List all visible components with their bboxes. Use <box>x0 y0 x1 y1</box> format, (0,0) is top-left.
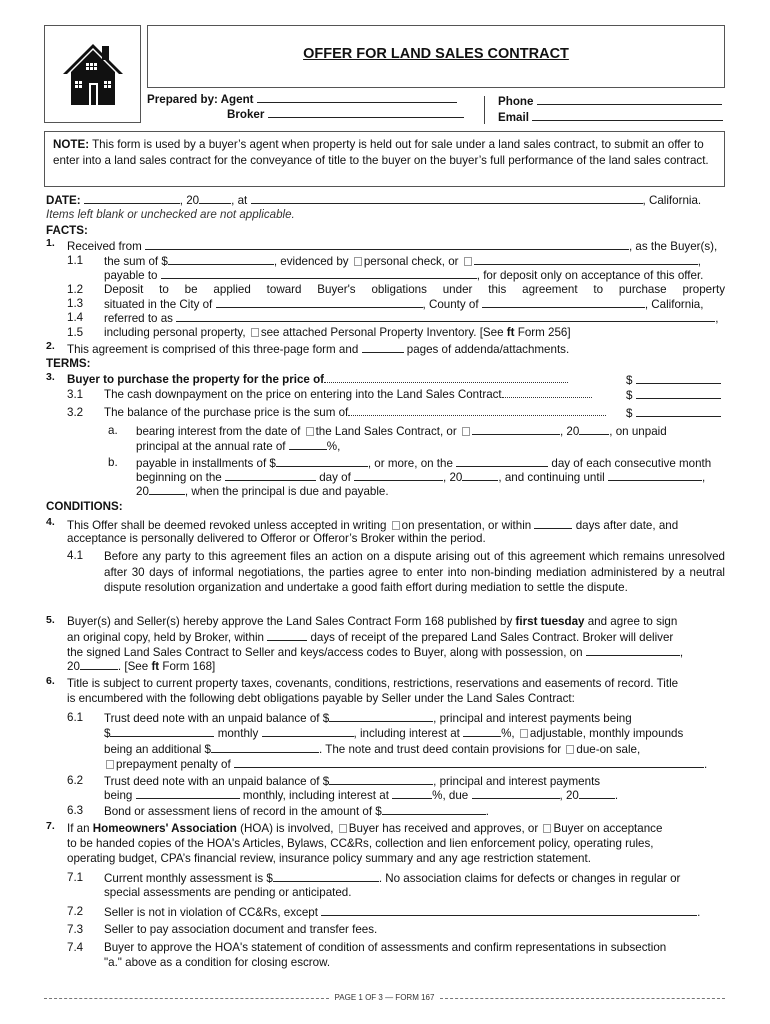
date-row <box>46 193 726 207</box>
s5-e: the signed Land Sales Contract to Seller and keys/access codes to Buyer, along with possession, on <box>67 646 583 659</box>
possession-year-field[interactable] <box>80 659 118 670</box>
s5-b: and agree to sign <box>587 615 678 628</box>
email-row <box>498 110 723 124</box>
prepared-by-row <box>147 92 457 106</box>
s13-a: situated in the City of <box>104 298 213 311</box>
s3-text: Buyer to purchase the property for the price of <box>67 373 325 386</box>
s5-i: Form 168] <box>162 660 216 673</box>
location-field[interactable] <box>251 193 643 204</box>
s61-c: $ <box>104 727 111 740</box>
s7-row <box>67 822 662 835</box>
s62-row <box>104 774 600 788</box>
a-6: %, <box>326 440 341 453</box>
terms-heading: TERMS: <box>46 357 91 370</box>
s74-a: Buyer to approve the HOA's statement of condition of assessments and confirm representations in subsection <box>104 941 667 954</box>
s4-b: on presentation, or within <box>401 519 532 532</box>
s74-b: "a." above as a condition for closing escrow. <box>104 956 331 969</box>
s31-num: 3.1 <box>67 388 84 401</box>
date-state: , California. <box>642 194 702 207</box>
s61-row-3 <box>104 742 640 756</box>
s13-b: , County of <box>422 298 479 311</box>
s7-a: If an <box>67 822 90 835</box>
s61-i: . The note and trust deed contain provisions for <box>319 743 562 756</box>
interest-rate-field[interactable] <box>289 439 327 450</box>
phone-label: Phone <box>498 95 534 108</box>
b-row <box>136 456 711 470</box>
s5-row-3 <box>67 645 683 659</box>
house-icon <box>45 26 142 124</box>
s61-row-4 <box>104 757 707 771</box>
broker-label: Broker <box>227 108 265 121</box>
s7-b: (HOA) is involved, <box>240 822 334 835</box>
s72-row <box>104 905 700 919</box>
s13-row <box>104 297 703 311</box>
s5-a: Buyer(s) and Seller(s) hereby approve the Land Sales Contract Form 168 published by <box>67 615 513 628</box>
personal-property-checkbox[interactable] <box>251 328 259 337</box>
prepayment-penalty-checkbox[interactable] <box>106 760 114 769</box>
s72-num: 7.2 <box>67 905 84 918</box>
payable-to-field[interactable] <box>161 268 477 279</box>
hoa-received-checkbox[interactable] <box>339 824 347 833</box>
b-8: , <box>701 471 706 484</box>
s71-a: Current monthly assessment is $ <box>104 872 273 885</box>
s13-c: , California, <box>644 298 704 311</box>
s63-a: Bond or assessment liens of record in the amount of $ <box>104 805 382 818</box>
s61-e: , including interest at <box>353 727 460 740</box>
s7-e: to be handed copies of the HOA's Articles, Bylaws, CC&Rs, collection and lien enforcement policy, operating rules, <box>67 837 654 850</box>
s31-leader <box>502 389 592 398</box>
s32-row <box>104 406 606 419</box>
s5-row-2 <box>67 630 673 644</box>
note-label: NOTE: <box>53 138 90 151</box>
date-year-prefix: , 20 <box>179 194 200 207</box>
possession-date-field[interactable] <box>586 645 680 656</box>
s62-row-2 <box>104 788 618 802</box>
s61-h: being an additional $ <box>104 743 212 756</box>
house-logo <box>44 25 141 123</box>
on-presentation-checkbox[interactable] <box>392 521 400 530</box>
date-year-field[interactable] <box>199 193 231 204</box>
s1-text: Received from <box>67 240 142 253</box>
s2-num: 2. <box>46 340 55 352</box>
trust-deed-2-payment-field[interactable] <box>136 788 240 799</box>
date-field[interactable] <box>84 193 180 204</box>
s31-row <box>104 388 592 401</box>
s4-row <box>67 518 678 532</box>
conditions-heading: CONDITIONS: <box>46 500 123 513</box>
price-field[interactable] <box>636 373 721 384</box>
s72-a: Seller is not in violation of CC&Rs, except <box>104 906 318 919</box>
s12-text: Deposit to be applied toward Buyer's obligations under this agreement to purchase property <box>104 283 725 296</box>
s3-amount: $ <box>626 373 721 387</box>
s14-num: 1.4 <box>67 311 84 324</box>
s1-end: , as the Buyer(s), <box>628 240 718 253</box>
title-box <box>147 25 725 88</box>
email-label: Email <box>498 111 529 124</box>
phone-field[interactable] <box>537 94 722 105</box>
s11-d: payable to <box>104 269 158 282</box>
s7-c: Buyer has received and approves, or <box>348 822 539 835</box>
adjustable-checkbox[interactable] <box>520 729 528 738</box>
due-year-field[interactable] <box>149 484 185 495</box>
continuing-until-field[interactable] <box>608 470 702 481</box>
contract-date-checkbox[interactable] <box>306 427 314 436</box>
trust-deed-1-interest-field[interactable] <box>463 726 501 737</box>
s41-text: Before any party to this agreement files an action on a dispute arising out of this agreement which remains unresolved after 30 days of informal negotiations, the parties agree to enter into non-binding mediation administered by a neutral dispute resolution organization and undertake a good faith effort during mediation to settle the dispute. <box>104 550 725 595</box>
deposit-amount-field[interactable] <box>168 254 274 265</box>
hoa-on-acceptance-checkbox[interactable] <box>543 824 551 833</box>
form-title: OFFER FOR LAND SALES CONTRACT <box>303 46 569 62</box>
broker-field[interactable] <box>268 107 464 118</box>
s32-leader <box>348 407 606 416</box>
interest-year-field[interactable] <box>579 424 609 435</box>
s11-payable-row <box>104 268 703 282</box>
s4-c: days after date, and <box>575 519 679 532</box>
s61-row-2 <box>104 726 683 740</box>
s71-num: 7.1 <box>67 871 84 884</box>
s3-leader <box>324 374 568 383</box>
interest-date-field[interactable] <box>472 424 560 435</box>
s11-a: the sum of $ <box>104 255 168 268</box>
trust-deed-2-due-date-field[interactable] <box>472 788 560 799</box>
beginning-month-field[interactable] <box>354 470 443 481</box>
sign-days-field[interactable] <box>267 630 307 641</box>
b-3: day of each consecutive month <box>551 457 712 470</box>
referred-to-field[interactable] <box>176 311 715 322</box>
s5-num: 5. <box>46 614 55 626</box>
s73-num: 7.3 <box>67 923 84 936</box>
s31-text: The cash downpayment on the price on entering into the Land Sales Contract <box>104 388 502 401</box>
s14-row: referred to as , <box>104 312 719 325</box>
s15-c: Form 256] <box>517 326 571 339</box>
s11-row: the sum of $ , evidenced by personal check, or , <box>104 255 702 268</box>
ccr-exceptions-field[interactable] <box>321 905 697 916</box>
s62-num: 6.2 <box>67 774 84 787</box>
other-deposit-field[interactable] <box>474 254 698 265</box>
monthly-assessment-field[interactable] <box>273 871 379 882</box>
s2-a: This agreement is comprised of this three-page form and <box>67 343 359 356</box>
s3-num: 3. <box>46 371 55 383</box>
note-text: This form is used by a buyer’s agent when property is held out for sale under a land sales contract, to submit an offer to enter into a land sales contract for the conveyance of title to the buyer on the buyer’s full performance of the land sales contract. <box>53 138 709 167</box>
a-row <box>136 424 667 438</box>
s15-ft: ft <box>506 326 515 339</box>
b-row-3 <box>136 484 389 498</box>
s4-d: acceptance is personally delivered to Offeror or Offeror’s Broker within the period. <box>67 532 486 545</box>
trust-deed-1-monthly-field[interactable] <box>262 726 354 737</box>
installment-amount-field[interactable] <box>276 456 368 467</box>
s62-f: , 20 <box>559 789 579 802</box>
b-6: , 20 <box>443 471 463 484</box>
a-1: bearing interest from the date of <box>136 425 301 438</box>
b-9: 20 <box>136 485 149 498</box>
s11-b: , evidenced by <box>273 255 349 268</box>
s2-b: pages of addenda/attachments. <box>406 343 570 356</box>
s63-num: 6.3 <box>67 804 84 817</box>
other-deposit-checkbox[interactable] <box>464 257 472 266</box>
email-field[interactable] <box>532 110 723 121</box>
s71-c: special assessments are pending or anticipated. <box>104 886 352 899</box>
s11-e: , for deposit only on acceptance of this offer. <box>476 269 704 282</box>
footer-text: PAGE 1 OF 3 — FORM 167 <box>334 993 435 1002</box>
balance-field[interactable] <box>636 406 721 417</box>
beginning-year-field[interactable] <box>462 470 498 481</box>
page-footer <box>44 993 725 1002</box>
due-on-sale-checkbox[interactable] <box>566 745 574 754</box>
s5-bold: first tuesday <box>515 615 585 628</box>
s15-num: 1.5 <box>67 326 84 339</box>
s5-row <box>67 615 677 628</box>
date-label: DATE: <box>46 194 81 207</box>
s5-h: . [See <box>117 660 149 673</box>
a-4: , on unpaid <box>609 425 667 438</box>
beginning-day-field[interactable] <box>225 470 316 481</box>
s2-row <box>67 342 569 356</box>
s11-c: personal check, or <box>363 255 459 268</box>
trust-deed-1-balance-field[interactable] <box>329 711 433 722</box>
s5-c: an original copy, held by Broker, within <box>67 631 264 644</box>
s61-b: , principal and interest payments being <box>433 712 632 725</box>
s61-g: adjustable, monthly impounds <box>529 727 684 740</box>
bond-liens-field[interactable] <box>382 804 486 815</box>
buyer-name-field[interactable] <box>145 239 629 250</box>
s32-text: The balance of the purchase price is the sum of <box>104 406 349 419</box>
b-7: , and continuing until <box>498 471 605 484</box>
s62-d: monthly, including interest at <box>242 789 389 802</box>
a-5: principal at the annual rate of <box>136 440 286 453</box>
s61-row <box>104 711 632 725</box>
s74-num: 7.4 <box>67 941 84 954</box>
trust-deed-2-balance-field[interactable] <box>329 774 433 785</box>
s61-j: due-on sale, <box>576 743 641 756</box>
s6-a: Title is subject to current property taxes, covenants, conditions, restrictions, reservations and easements of record. Title <box>67 677 679 690</box>
s71-b: . No association claims for defects or changes in regular or <box>378 872 681 885</box>
s32-num: 3.2 <box>67 406 84 419</box>
b-row-2 <box>136 470 705 484</box>
s15-a: including personal property, <box>104 326 246 339</box>
s1-num: 1. <box>46 237 55 249</box>
s5-f: , <box>679 646 684 659</box>
s11-num: 1.1 <box>67 254 84 267</box>
s4-a: This Offer shall be deemed revoked unless accepted in writing <box>67 519 387 532</box>
b-1: payable in installments of $ <box>136 457 276 470</box>
city-field[interactable] <box>216 297 423 308</box>
trust-deed-2-due-year-field[interactable] <box>579 788 615 799</box>
s32-amount: $ <box>626 406 721 420</box>
s3-row <box>67 373 568 386</box>
b-5: day of <box>319 471 351 484</box>
s61-d: monthly <box>217 727 259 740</box>
s5-row-4 <box>67 659 215 673</box>
phone-row <box>498 94 722 108</box>
s63-b: . <box>485 805 489 818</box>
s1-row <box>67 239 717 253</box>
agent-field[interactable] <box>257 92 457 103</box>
b-2: , or more, on the <box>367 457 453 470</box>
a-2: the Land Sales Contract, or <box>315 425 457 438</box>
other-date-checkbox[interactable] <box>462 427 470 436</box>
header-divider <box>484 96 485 124</box>
s6-b: is encumbered with the following debt obligations payable by Seller under the Land Sales Contract: <box>67 692 575 705</box>
s61-num: 6.1 <box>67 711 84 724</box>
trust-deed-1-payment-field[interactable] <box>110 726 214 737</box>
s61-l: . <box>703 758 708 771</box>
prepared-by-label: Prepared by: Agent <box>147 93 254 106</box>
broker-row <box>227 107 464 121</box>
s12-num: 1.2 <box>67 283 84 296</box>
s15-row <box>104 326 571 339</box>
s6-num: 6. <box>46 675 55 687</box>
s13-num: 1.3 <box>67 297 84 310</box>
s62-c: being <box>104 789 133 802</box>
b-label: b. <box>108 456 118 469</box>
downpayment-field[interactable] <box>636 388 721 399</box>
s14-a: referred to as <box>104 312 173 325</box>
s7-d: Buyer on acceptance <box>553 822 663 835</box>
s41-num: 4.1 <box>67 549 84 562</box>
s71-row <box>104 871 680 885</box>
addenda-pages-field[interactable] <box>362 342 404 353</box>
prepayment-penalty-field[interactable] <box>234 757 704 768</box>
personal-check-checkbox[interactable] <box>354 257 362 266</box>
blank-note: Items left blank or unchecked are not applicable. <box>46 208 295 221</box>
trust-deed-2-interest-field[interactable] <box>392 788 432 799</box>
s5-ft: ft <box>151 660 160 673</box>
s31-amount: $ <box>626 388 721 402</box>
s62-b: , principal and interest payments <box>433 775 601 788</box>
note-box <box>44 131 725 187</box>
s62-e: %, due <box>432 789 469 802</box>
date-at: , at <box>231 194 248 207</box>
s61-a: Trust deed note with an unpaid balance of $ <box>104 712 330 725</box>
b-4: beginning on the <box>136 471 222 484</box>
s7-num: 7. <box>46 820 55 832</box>
s62-g: . <box>614 789 619 802</box>
installment-day-field[interactable] <box>456 456 548 467</box>
s15-b: see attached Personal Property Inventory. [See <box>260 326 504 339</box>
a-row-2 <box>136 439 340 453</box>
b-10: , when the principal is due and payable. <box>184 485 389 498</box>
s72-b: . <box>697 906 701 919</box>
a-3: , 20 <box>559 425 580 438</box>
s62-a: Trust deed note with an unpaid balance of $ <box>104 775 330 788</box>
s5-d: days of receipt of the prepared Land Sales Contract. Broker will deliver <box>310 631 674 644</box>
s73-a: Seller to pay association document and transfer fees. <box>104 923 378 936</box>
s5-g: 20 <box>67 660 80 673</box>
s7-f: operating budget, CPA’s financial review, insurance policy summary and any age restriction statement. <box>67 852 591 865</box>
facts-heading: FACTS: <box>46 224 88 237</box>
impounds-field[interactable] <box>211 742 319 753</box>
s4-num: 4. <box>46 516 55 528</box>
s61-k: prepayment penalty of <box>116 758 231 771</box>
s7-bold: Homeowners' Association <box>92 822 237 835</box>
s63-row <box>104 804 489 818</box>
county-field[interactable] <box>482 297 645 308</box>
acceptance-days-field[interactable] <box>534 518 572 529</box>
a-label: a. <box>108 424 118 437</box>
s61-f: %, <box>501 727 515 740</box>
